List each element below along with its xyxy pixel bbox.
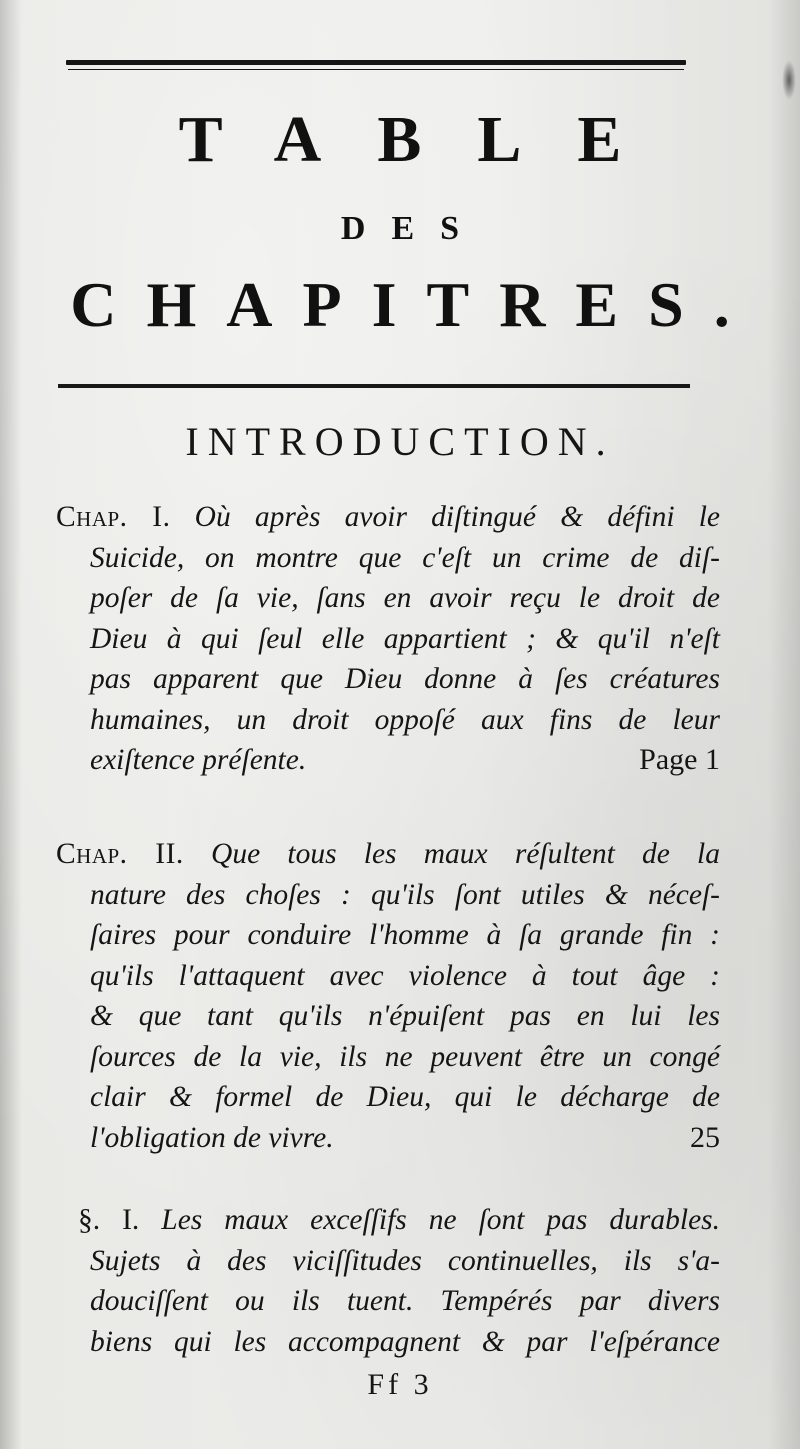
- chapter-label: Chap. I.: [56, 501, 171, 533]
- page-reference: 25: [690, 1120, 720, 1154]
- entry-line: qu'ils l'attaquent avec violence à tout âge :: [90, 959, 720, 992]
- entry-line: clair & formel de Dieu, qui le décharge de: [90, 1081, 720, 1113]
- entry-line: Sujets à des viciſſitudes continuelles, ils s'a-: [90, 1244, 720, 1277]
- title-line-2: DES: [340, 210, 486, 247]
- title-rule: [58, 384, 690, 388]
- entry-line: [56, 497, 720, 538]
- chapter-label: Chap. II.: [56, 838, 184, 870]
- toc-entry-chap-2: [56, 834, 720, 1158]
- section-heading: INTRODUCTION.: [185, 419, 615, 464]
- entry-line: douciſſent ou ils tuent. Tempérés par divers: [90, 1285, 720, 1317]
- entry-line: Dieu à qui ſeul elle appartient ; & qu'il n'eſt: [90, 622, 720, 655]
- section-label: §. I.: [78, 1204, 140, 1236]
- entry-line: humaines, un droit oppoſé aux fins de leur: [90, 703, 720, 736]
- page-edge-stain: [782, 60, 796, 100]
- entry-text: Que tous les maux réſultent de la: [211, 838, 721, 870]
- page-reference: Page 1: [639, 743, 720, 776]
- entry-line: Suicide, on montre que c'eſt un crime de diſ-: [90, 541, 720, 574]
- toc-entry-section-1: [56, 1200, 720, 1362]
- entry-line: pas apparent que Dieu donne à ſes créatures: [90, 663, 720, 695]
- entry-line: biens qui les accompagnent & par l'eſpérance: [90, 1325, 720, 1358]
- entry-line: & que tant qu'ils n'épuiſent pas en lui les: [90, 1000, 720, 1032]
- entry-line-last: [56, 740, 720, 781]
- entry-text: Les maux exceſſifs ne ſont pas durables.: [161, 1204, 721, 1236]
- entry-line: nature des choſes : qu'ils ſont utiles & néceſ-: [90, 878, 720, 911]
- entry-text: Où après avoir diſtingué & défini le: [194, 501, 721, 533]
- entry-line: [56, 1200, 720, 1241]
- entry-line: [56, 834, 720, 875]
- entry-line: poſer de ſa vie, ſans en avoir reçu le droit de: [90, 582, 720, 614]
- title-line-3: CHAPITRES.: [70, 269, 760, 340]
- entry-text: exiſtence préſente.: [90, 744, 307, 776]
- entry-line: ſources de la vie, ils ne peuvent être un congé: [90, 1040, 720, 1073]
- entry-line: ſaires pour conduire l'homme à ſa grande fin :: [90, 919, 720, 951]
- entry-text: l'obligation de vivre.: [90, 1121, 334, 1154]
- top-double-rule: [66, 60, 686, 65]
- signature-mark: Ff 3: [367, 1368, 433, 1401]
- toc-entry-chap-1: [56, 497, 720, 781]
- entry-line-last: [56, 1118, 720, 1159]
- title-line-1: TABLE: [178, 103, 678, 176]
